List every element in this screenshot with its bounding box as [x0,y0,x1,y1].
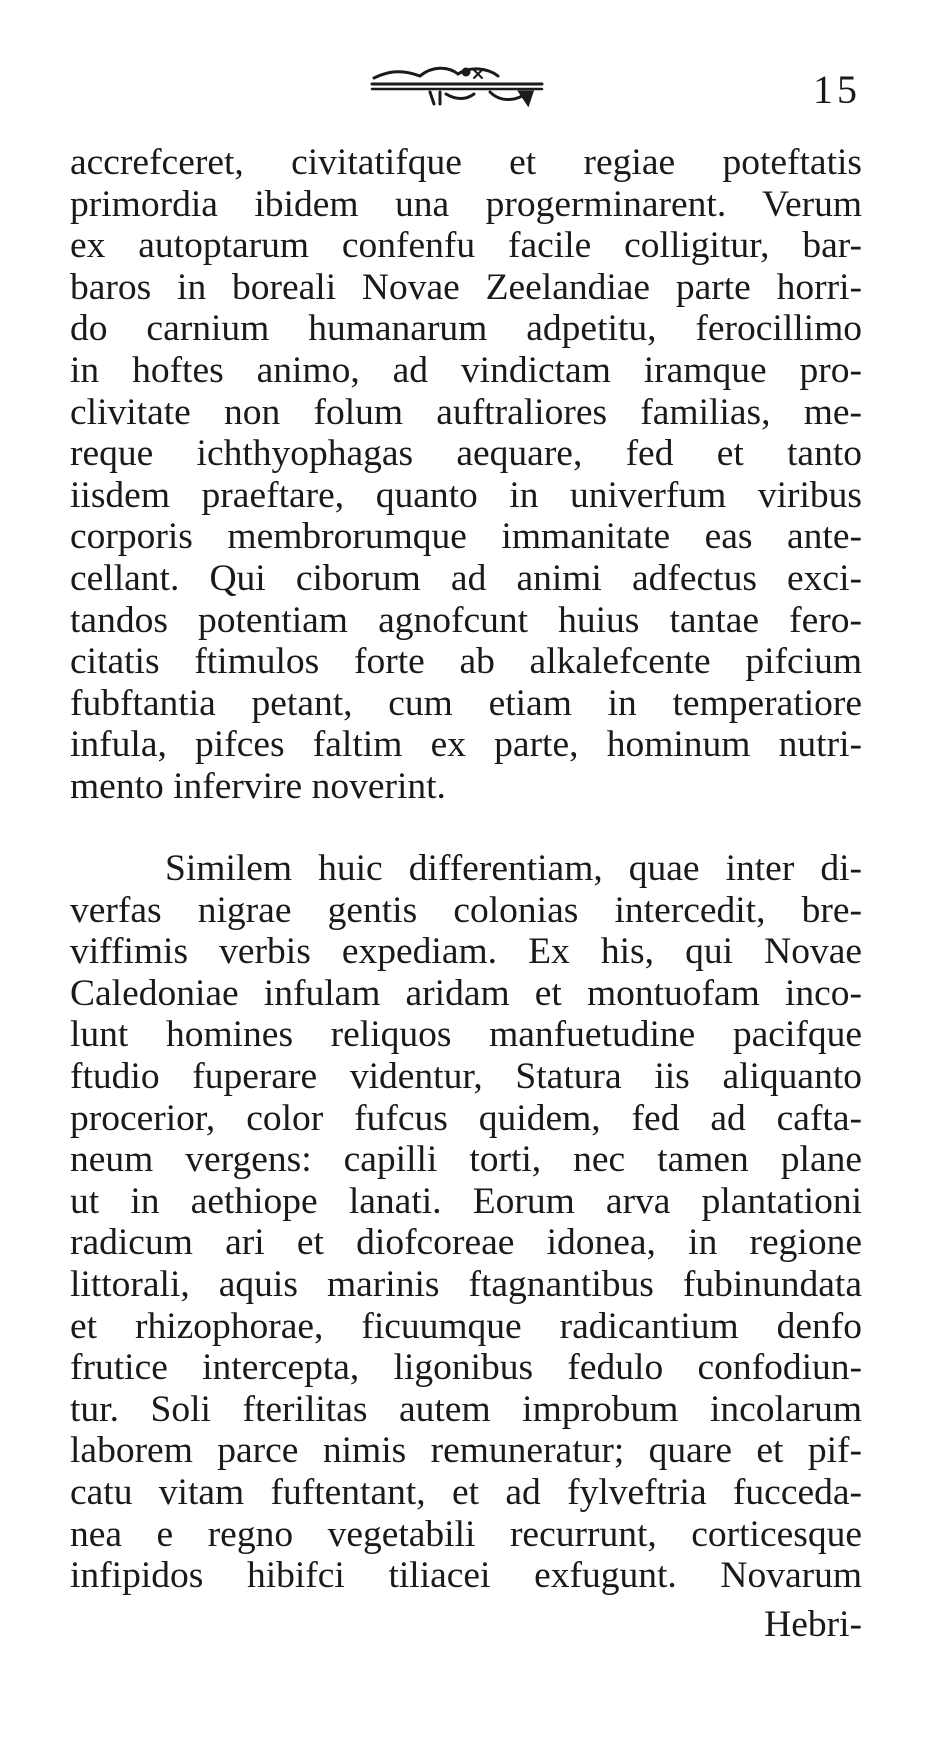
text-line: neum vergens: capilli torti, nec tamen plane [70,1139,862,1181]
text-line: tandos potentiam agnofcunt huius tantae fero- [70,599,862,641]
text-line: fubftantia petant, cum etiam in temperatiore [70,682,862,724]
text-line: reque ichthyophagas aequare, fed et tanto [70,433,862,475]
text-line: ex autoptarum confenfu facile colligitur, bar- [70,225,862,267]
text-line: infipidos hibifci tiliacei exfugunt. Novarum [70,1555,862,1597]
text-line: littorali, aquis marinis ftagnantibus fubinundata [70,1263,862,1305]
text-line: primordia ibidem una progerminarent. Verum [70,183,862,225]
text-line: ftudio fuperare videntur, Statura iis aliquanto [70,1055,862,1097]
text-line: lunt homines reliquos manfuetudine pacifque [70,1014,862,1056]
text-line: radicum ari et diofcoreae idonea, in regione [70,1222,862,1264]
text-line: ut in aethiope lanati. Eorum arva plantationi [70,1180,862,1222]
text-line: cellant. Qui ciborum ad animi adfectus exci- [70,557,862,599]
text-line: tur. Soli fterilitas autem improbum incolarum [70,1388,862,1430]
text-line: procerior, color fufcus quidem, fed ad cafta- [70,1097,862,1139]
text-line: accrefceret, civitatifque et regiae poteftatis [70,142,862,183]
text-line: in hoftes animo, ad vindictam iramque pro- [70,349,862,391]
paragraph-1 [70,142,862,808]
text-line: Similem huic differentiam, quae inter di- [165,848,862,889]
ornament-icon [370,62,545,108]
text-line: frutice intercepta, ligonibus fedulo confodiun- [70,1347,862,1389]
text-line: verfas nigrae gentis colonias intercedit, bre- [70,889,862,931]
text-line: laborem parce nimis remuneratur; quare et pif- [70,1430,862,1472]
text-line: et rhizophorae, ficuumque radicantium denfo [70,1305,862,1347]
text-line: baros in boreali Novae Zeelandiae parte horri- [70,266,862,308]
text-line: nea e regno vegetabili recurrunt, corticesque [70,1513,862,1555]
text-line: do carnium humanarum adpetitu, ferocillimo [70,308,862,350]
text-line: infula, pifces faltim ex parte, hominum nutri- [70,724,862,766]
page-number: 15 [813,67,861,112]
text-line: clivitate non folum auftraliores familias, me- [70,391,862,433]
text-line: iisdem praeftare, quanto in univerfum viribus [70,474,862,516]
paragraph-2 [70,848,862,1597]
text-line: mento infervire noverint. [70,765,446,807]
text-line: catu vitam fuftentant, et ad fylveftria fucceda- [70,1471,862,1513]
text-line: corporis membrorumque immanitate eas ante- [70,516,862,558]
text-line: viffimis verbis expediam. Ex his, qui Novae [70,931,862,973]
catchword: Hebri- [764,1604,862,1645]
text-line: citatis ftimulos forte ab alkalefcente pifcium [70,641,862,683]
text-line: Caledoniae infulam aridam et montuofam inco- [70,972,862,1014]
